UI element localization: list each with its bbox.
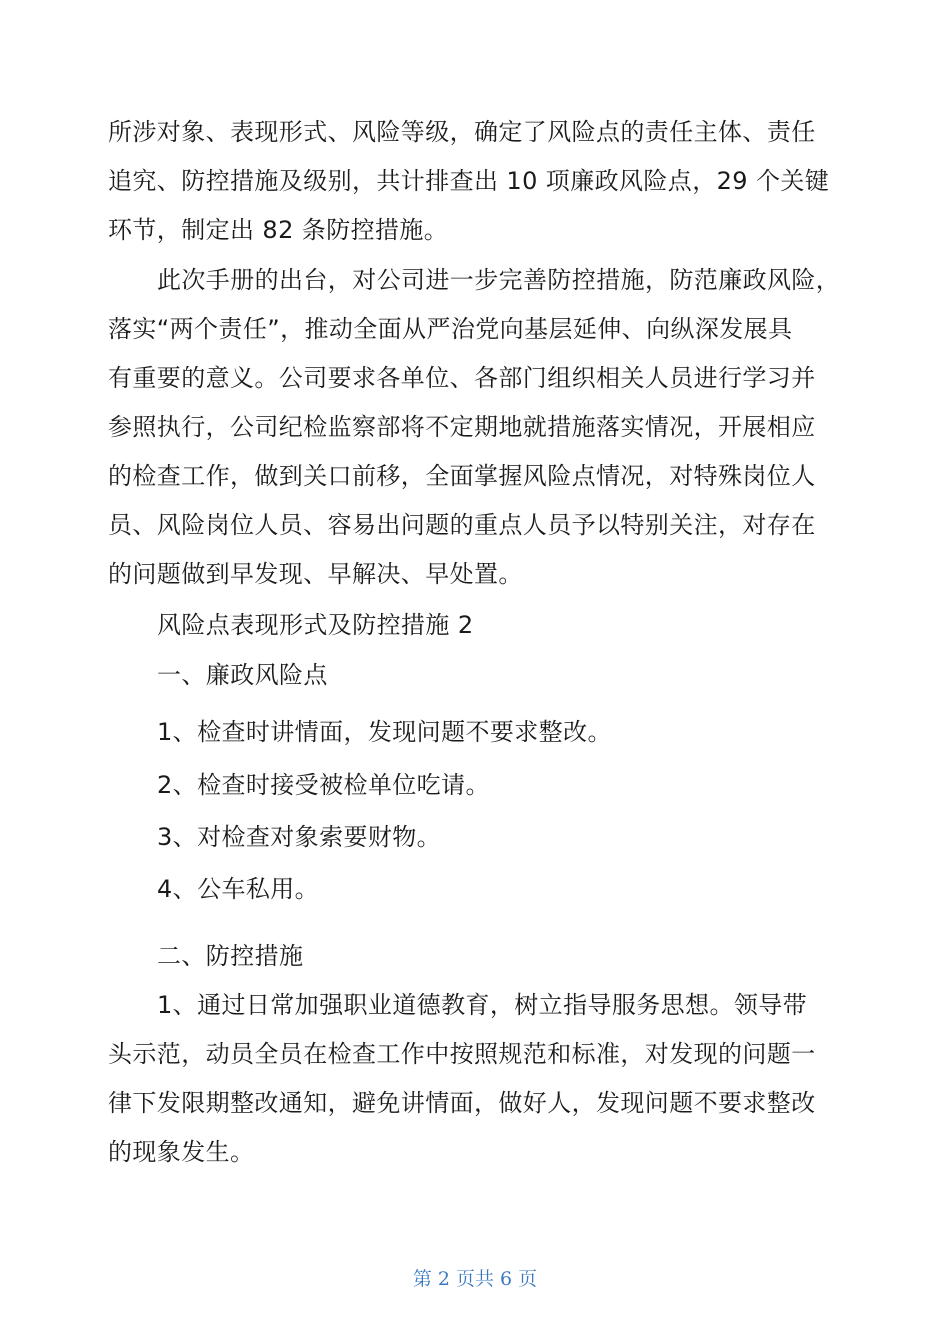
paragraph-line: 的现象发生。 xyxy=(108,1138,255,1166)
paragraph-line: 此次手册的出台，对公司进一步完善防控措施，防范廉政风险， xyxy=(157,266,841,294)
paragraph-line: 参照执行，公司纪检监察部将不定期地就措施落实情况，开展相应 xyxy=(108,413,816,441)
list-item: 4、公车私用。 xyxy=(157,875,320,903)
paragraph-line: 环节，制定出 82 条防控措施。 xyxy=(108,216,449,244)
paragraph-line: 所涉对象、表现形式、风险等级，确定了风险点的责任主体、责任 xyxy=(108,118,816,146)
paragraph-line: 的问题做到早发现、早解决、早处置。 xyxy=(108,560,523,588)
paragraph-line: 追究、防控措施及级别，共计排查出 10 项廉政风险点，29 个关键 xyxy=(108,167,830,195)
paragraph-line: 员、风险岗位人员、容易出问题的重点人员予以特别关注，对存在 xyxy=(108,511,816,539)
paragraph-line: 的检查工作，做到关口前移，全面掌握风险点情况，对特殊岗位人 xyxy=(108,462,816,490)
paragraph-line: 落实“两个责任”，推动全面从严治党向基层延伸、向纵深发展具 xyxy=(108,315,793,343)
paragraph-line: 头示范，动员全员在检查工作中按照规范和标准，对发现的问题一 xyxy=(108,1040,816,1068)
section-title: 风险点表现形式及防控措施 2 xyxy=(157,611,474,639)
heading-control-measures: 二、防控措施 xyxy=(157,942,304,970)
list-item: 1、检查时讲情面，发现问题不要求整改。 xyxy=(157,718,612,746)
paragraph-line: 1、通过日常加强职业道德教育，树立指导服务思想。领导带 xyxy=(157,991,808,1019)
list-item: 3、对检查对象索要财物。 xyxy=(157,823,442,851)
paragraph-line: 律下发限期整改通知，避免讲情面，做好人，发现问题不要求整改 xyxy=(108,1089,816,1117)
page-number-footer: 第 2 页共 6 页 xyxy=(412,1268,538,1290)
paragraph-line: 有重要的意义。公司要求各单位、各部门组织相关人员进行学习并 xyxy=(108,364,816,392)
list-item: 2、检查时接受被检单位吃请。 xyxy=(157,771,490,799)
heading-risk-points: 一、廉政风险点 xyxy=(157,661,328,689)
